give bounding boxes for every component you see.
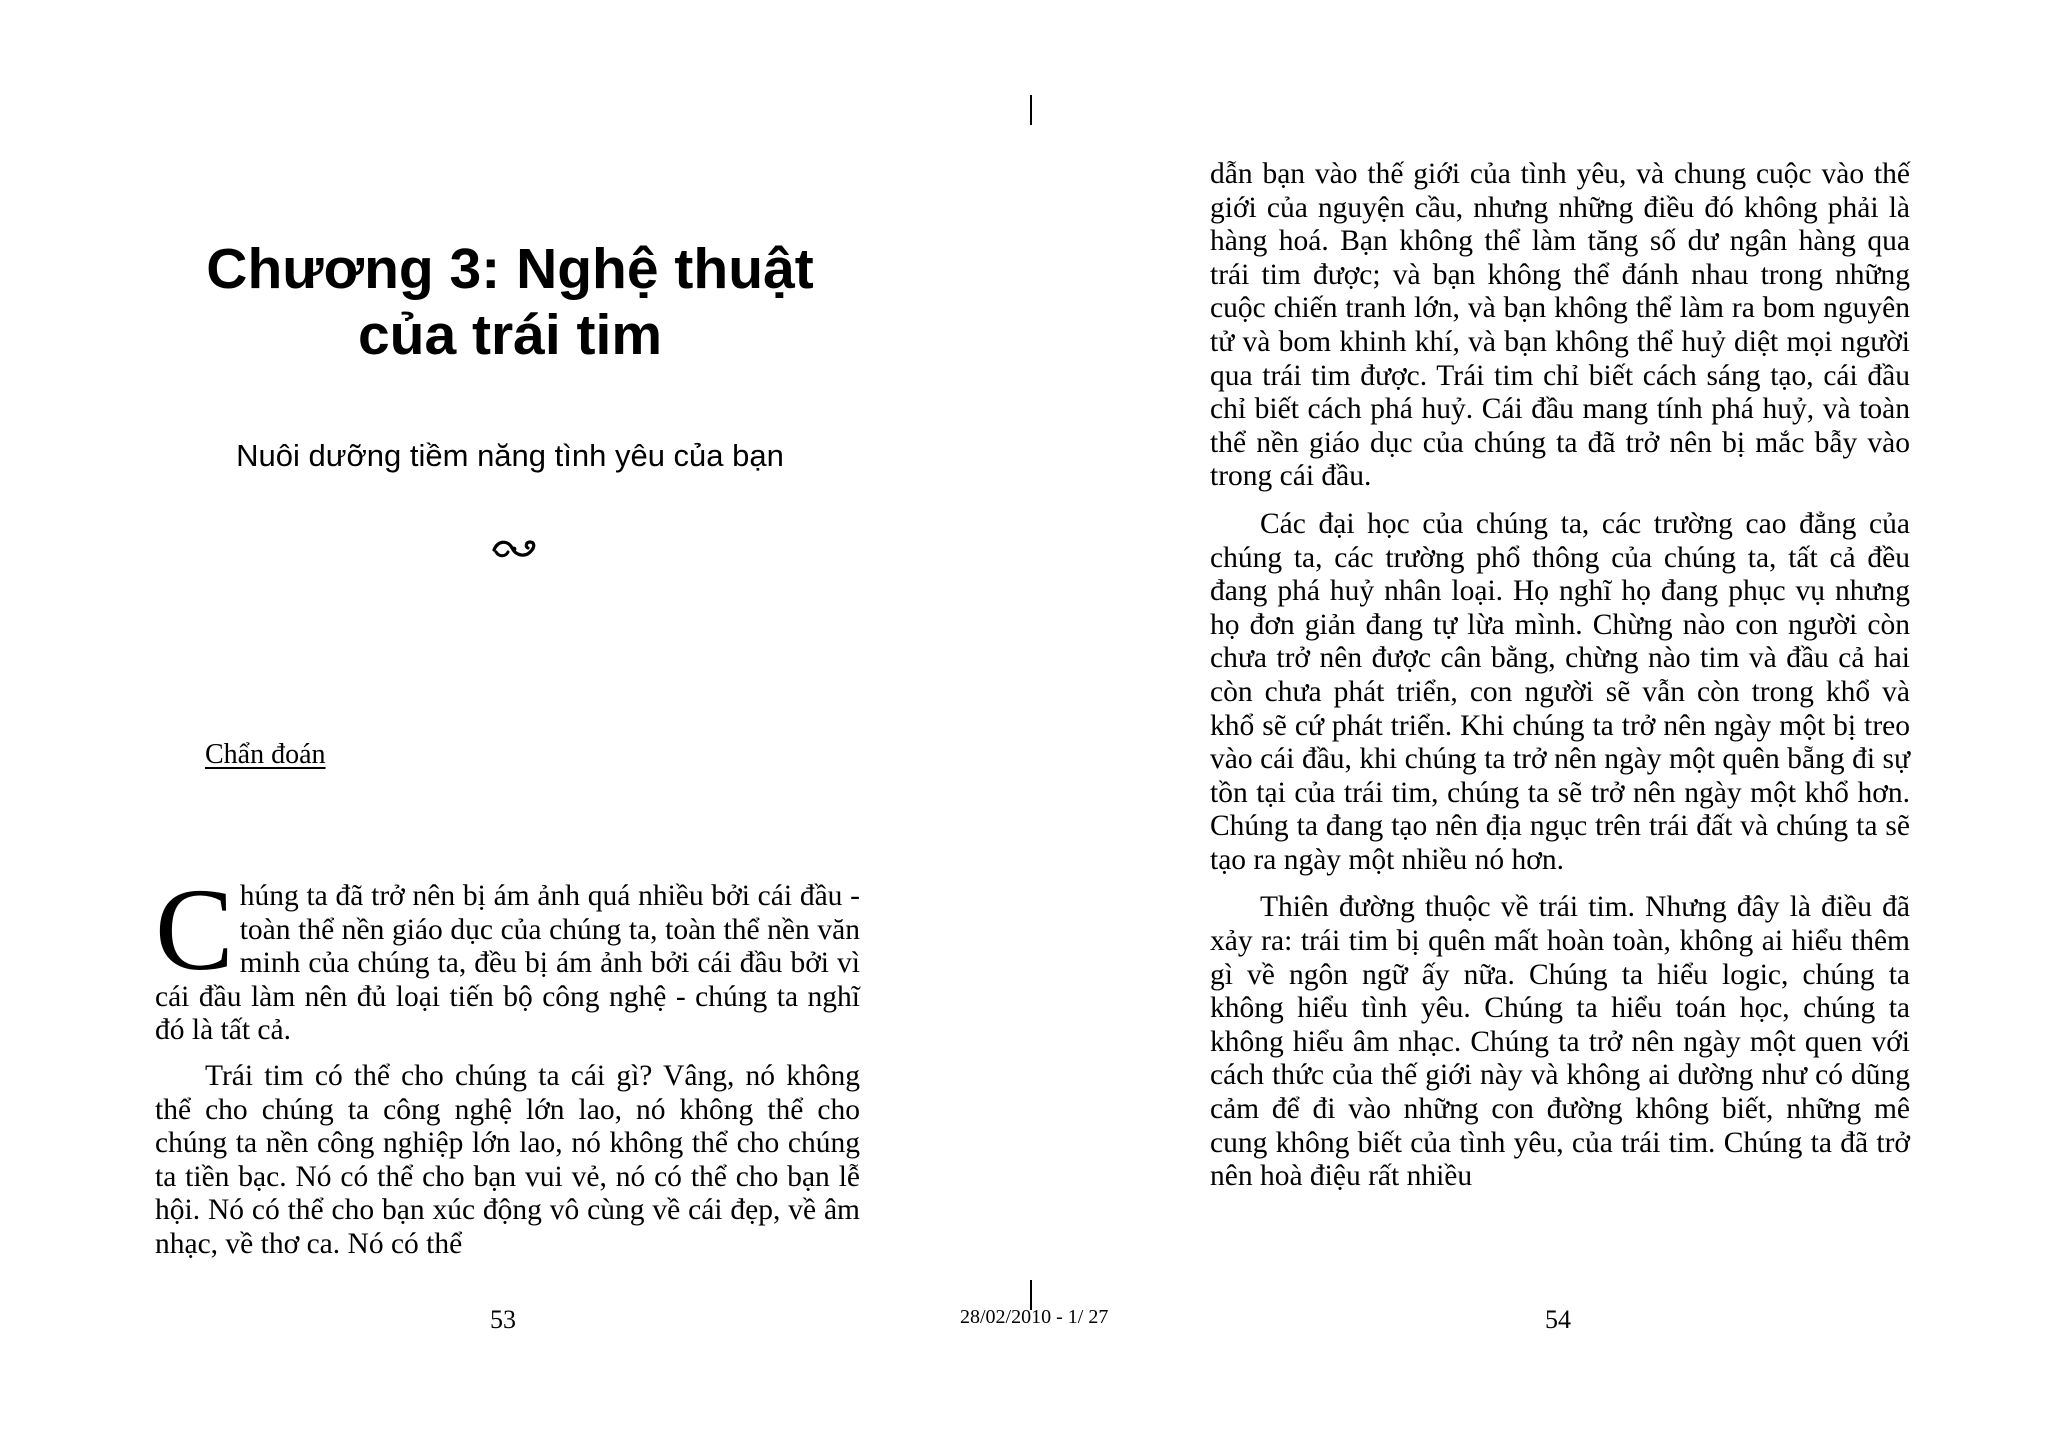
paragraph: Trái tim có thể cho chúng ta cái gì? Vâng, nó không thể cho chúng ta công nghệ lớn lao, nó không thể cho chúng ta nền công nghiệp lớn lao, nó không thể cho chúng ta tiền bạc. Nó có thể cho bạn vui vẻ, nó có thể cho bạn lễ hội. Nó có thể cho bạn xúc động vô cùng về cái đẹp, về âm nhạc, về thơ ca. Nó có thể (155, 1059, 860, 1260)
right-page (1210, 158, 1910, 1208)
paragraph: dẫn bạn vào thế giới của tình yêu, và chung cuộc vào thế giới của nguyện cầu, nhưng những điều đó không phải là hàng hoá. Bạn không thể làm tăng số dư ngân hàng qua trái tim được; và bạn không thể đánh nhau trong những cuộc chiến tranh lớn, và bạn không thể làm ra bom nguyên tử và bom khinh khí, và bạn không thể huỷ diệt mọi người qua trái tim được. Trái tim chỉ biết cách sáng tạo, cái đầu chỉ biết cách phá huỷ. Cái đầu mang tính phá huỷ, và toàn thể nền giáo dục của chúng ta đã trở nên bị mắc bẫy vào trong cái đầu. (1210, 158, 1910, 493)
paragraph (155, 864, 860, 1048)
left-body-text (155, 864, 860, 1262)
paragraph: Thiên đường thuộc về trái tim. Nhưng đây là điều đã xảy ra: trái tim bị quên mất hoàn toàn, không ai hiểu thêm gì về ngôn ngữ ấy nữa. Chúng ta hiểu logic, chúng ta không hiểu tình yêu. Chúng ta hiểu toán học, chúng ta không hiểu âm nhạc. Chúng ta trở nên ngày một quen với cách thức của thế giới này và không ai dường như có dũng cảm để đi vào những con đường không biết, những mê cung không biết của tình yêu, của trái tim. Chúng ta đã trở nên hoà điệu rất nhiều (1210, 891, 1910, 1193)
paragraph-text: húng ta đã trở nên bị ám ảnh quá nhiều bởi cái đầu - toàn thể nền giáo dục của chúng ta, toàn thể nền văn minh của chúng ta, đều bị ám ảnh bởi cái đầu bởi vì cái đầu làm nên đủ loại tiến bộ công nghệ - chúng ta nghĩ đó là tất cả. (155, 880, 860, 1047)
drop-cap: C (155, 864, 234, 995)
page-number-left: 53 (490, 1305, 516, 1334)
paragraph: Các đại học của chúng ta, các trường cao đẳng của chúng ta, các trường phổ thông của chúng ta, tất cả đều đang phá huỷ nhân loại. Họ nghĩ họ đang phục vụ nhưng họ đơn giản đang tự lừa mình. Chừng nào con người còn chưa trở nên được cân bằng, chừng nào tim và đầu cả hai còn chưa phát triển, con người sẽ vẫn còn trong khổ và khổ sẽ cứ phát triển. Khi chúng ta trở nên ngày một bị treo vào cái đầu, khi chúng ta trở nên ngày một quên bẵng đi sự tồn tại của trái tim, chúng ta sẽ trở nên ngày một khổ hơn. Chúng ta đang tạo nên địa ngục trên trái đất và chúng ta sẽ tạo ra ngày một nhiều nó hơn. (1210, 507, 1910, 876)
chapter-title-line2: của trái tim (357, 303, 663, 367)
left-page (150, 0, 870, 1448)
fleuron-ornament-icon (490, 538, 538, 560)
chapter-title-line1: Chương 3: Nghệ thuật (206, 237, 814, 301)
page-number-right: 54 (1545, 1305, 1571, 1334)
section-heading: Chẩn đoán (205, 739, 326, 770)
chapter-title (150, 236, 870, 368)
chapter-subtitle: Nuôi dưỡng tiềm năng tình yêu của bạn (236, 438, 784, 473)
footer-date-page: 28/02/2010 - 1/ 27 (960, 1306, 1109, 1328)
center-crop-mark-top (1030, 95, 1032, 125)
